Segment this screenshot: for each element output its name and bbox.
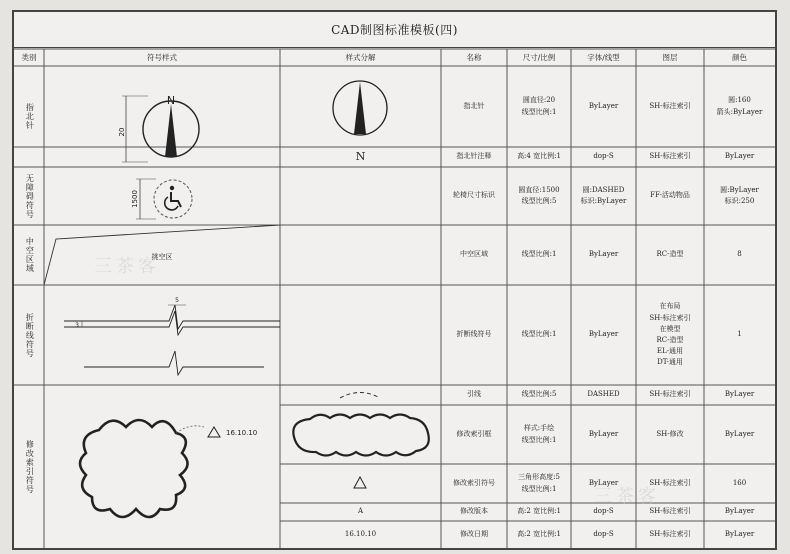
row-1-font: dop-S [593,152,614,161]
row-4-size: 线型比例:1 [521,330,557,339]
row-3-font: ByLayer [588,250,619,259]
row-2-font: 圆:DASHED 标识:ByLayer [580,185,627,205]
north-arrow-symbol [44,66,280,167]
row-8-layer: SH-标注索引 [649,507,691,516]
wheelchair-dim: 1500 [131,190,139,208]
north-letter: N [166,94,176,107]
category-accessible: 无障碍符号 [25,173,35,219]
row-2-name: 轮椅尺寸标识 [453,191,495,200]
category-break-line: 折断线符号 [25,312,35,358]
break-dim-top: 5 [175,297,179,304]
row-9-font: dop-S [593,529,614,538]
header-symbol-style: 符号样式 [147,52,177,62]
break-line-symbol [44,285,280,385]
row-5-size: 线型比例:5 [521,390,557,399]
row-3-size: 线型比例:1 [521,250,557,259]
row-7-name: 修改索引符号 [453,478,495,487]
north-letter-breakdown: N [355,150,366,164]
row-0-font: ByLayer [588,101,619,110]
leader-breakdown [280,385,441,405]
row-1-color: ByLayer [724,152,755,161]
watermark: 三茶客 [94,256,160,277]
header-style-breakdown: 样式分解 [345,52,376,62]
revision-tag: 16.10.10 [226,429,258,437]
row-9-name: 修改日期 [460,529,488,538]
row-5-name: 引线 [467,390,481,399]
row-8-color: ByLayer [724,507,755,516]
watermark-2: 三茶客 [594,486,660,507]
category-north-arrow: 指北针 [25,103,35,130]
row-0-color: 圆:160 箭头:ByLayer [716,96,763,116]
category-void: 中空区域 [25,237,35,273]
row-6-color: ByLayer [724,429,755,438]
row-6-font: ByLayer [588,429,619,438]
void-label: 挑空区 [151,253,173,261]
row-7-font: ByLayer [588,478,619,487]
rev-date-breakdown: 16.10.10 [344,529,377,538]
revision-frame-breakdown [280,405,441,464]
row-6-name: 修改索引框 [456,429,492,438]
row-8-font: dop-S [593,507,614,516]
north-arrow-dim: 20 [118,127,126,137]
row-0-size: 圆直径:20 线型比例:1 [521,96,557,116]
row-3-name: 中空区域 [460,250,488,259]
row-4-color: 1 [737,330,742,339]
row-5-font: DASHED [587,390,620,399]
row-1-layer: SH-标注索引 [649,152,691,161]
row-1-size: 高:4 宽比例:1 [517,152,561,161]
row-9-size: 高:2 宽比例:1 [517,529,561,538]
row-2-color: 圆:ByLayer 标识:250 [720,185,759,205]
void-area-symbol [44,225,280,285]
wheelchair-symbol [44,167,280,225]
page-title: CAD制图标准模板(四) [14,12,775,48]
row-6-layer: SH-修改 [656,429,684,438]
category-revision: 修改索引符号 [25,439,35,494]
drawing-sheet [12,10,777,550]
header-layer: 图层 [662,52,678,62]
row-5-color: ByLayer [724,390,755,399]
row-0-layer: SH-标注索引 [649,101,691,110]
row-9-color: ByLayer [724,529,755,538]
row-7-size: 三角形高度:5 线型比例:1 [518,473,560,493]
row-7-layer: SH-标注索引 [649,478,691,487]
row-4-layer: 在布局 SH-标注索引 在模型 RC-造型 EL-通用 DT-通用 [649,302,691,367]
break-dim-side: 3 [75,322,79,329]
row-2-size: 圆直径:1500 线型比例:5 [518,185,560,205]
row-4-name: 折断线符号 [456,330,492,339]
header-size-scale: 尺寸/比例 [522,52,556,62]
rev-version-breakdown: A [357,507,364,516]
header-category: 类别 [21,52,37,62]
row-8-size: 高:2 宽比例:1 [517,507,561,516]
row-1-name: 指北针注释 [456,152,492,161]
row-6-size: 样式:手绘 线型比例:1 [521,424,557,444]
north-arrow-breakdown [280,66,441,147]
row-4-font: ByLayer [588,330,619,339]
revision-triangle-breakdown [280,464,441,503]
revision-cloud-symbol [44,385,280,548]
row-0-name: 指北针 [463,101,485,110]
row-9-layer: SH-标注索引 [649,529,691,538]
header-color: 颜色 [732,52,747,62]
row-8-name: 修改版本 [460,507,488,516]
row-3-color: 8 [737,250,742,259]
header-name: 名称 [466,52,482,62]
row-5-layer: SH-标注索引 [649,390,691,399]
row-3-layer: RC-造型 [656,250,684,259]
header-font-linetype: 字体/线型 [587,52,620,62]
row-2-layer: FF-活动物品 [650,191,690,200]
row-7-color: 160 [732,478,747,487]
